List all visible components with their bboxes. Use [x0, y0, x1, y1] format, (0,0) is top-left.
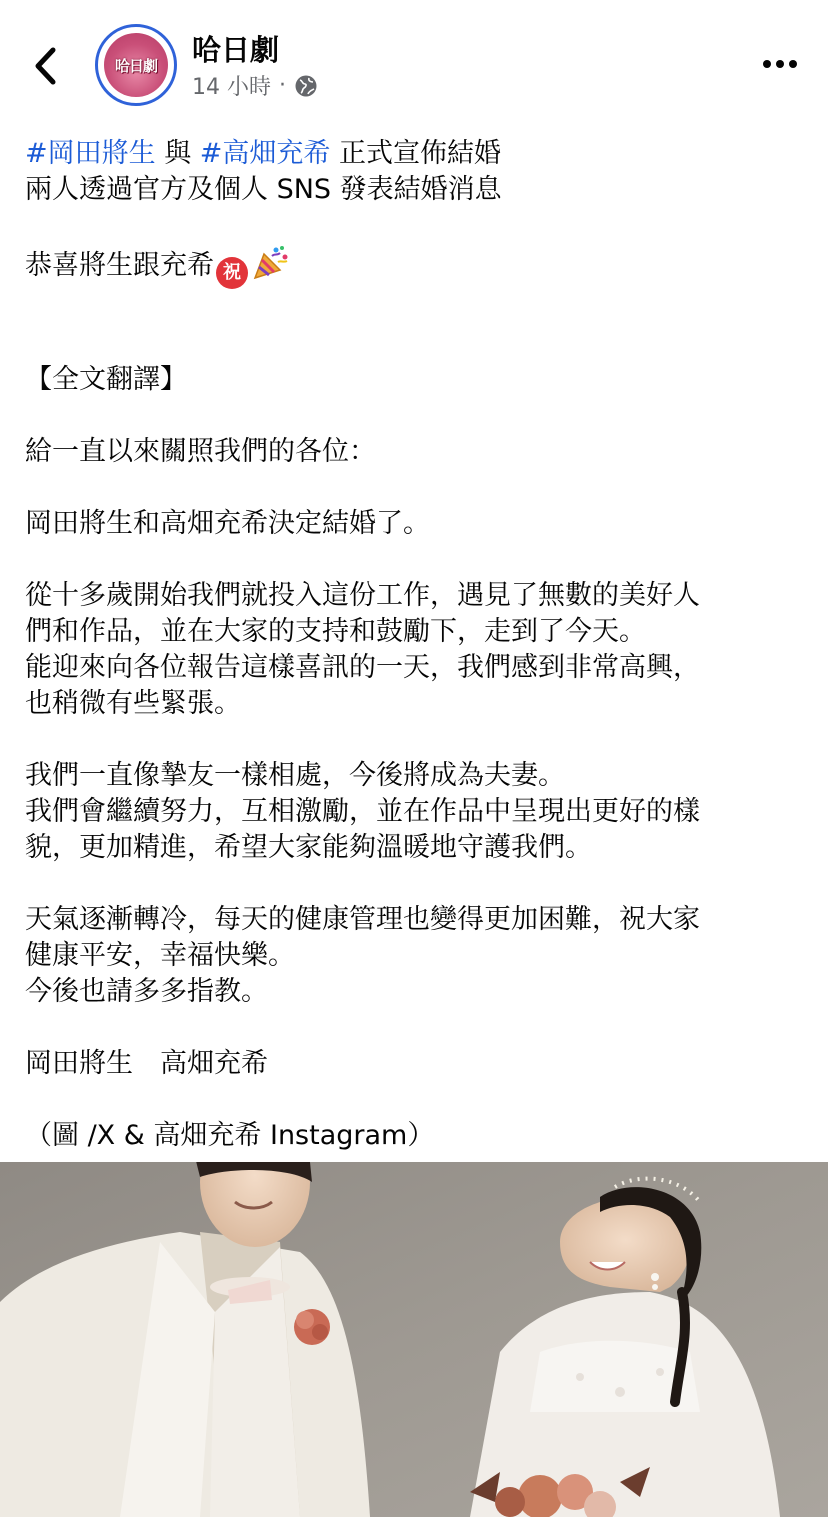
- post-line-announcement: 岡田將生和高畑充希決定結婚了。: [25, 508, 430, 539]
- post-line-signature: 岡田將生 高畑充希: [25, 1048, 268, 1079]
- post-line-15: 健康平安，幸福快樂。: [25, 940, 295, 971]
- post-line-congrats: [25, 244, 805, 290]
- blank-line: [25, 542, 805, 578]
- post-line-credit: （圖 /X & 高畑充希 Instagram）: [25, 1120, 435, 1151]
- chevron-left-icon: [33, 46, 59, 86]
- post-line-12: 我們會繼續努力，互相激勵，並在作品中呈現出更好的樣: [25, 796, 700, 827]
- congrats-text: 恭喜將生跟充希: [25, 250, 214, 281]
- post-photo[interactable]: [0, 1162, 828, 1517]
- blank-line: [25, 208, 805, 244]
- blank-line: [25, 866, 805, 902]
- post-line-8: 們和作品，並在大家的支持和鼓勵下，走到了今天。: [25, 616, 646, 647]
- text-with: 與: [155, 138, 200, 169]
- page-name[interactable]: 哈日劇: [192, 33, 280, 67]
- party-popper-icon: [252, 244, 290, 290]
- post-line-greeting: 給一直以來關照我們的各位：: [25, 436, 376, 467]
- blank-line: [25, 326, 805, 362]
- post-line-7: 從十多歲開始我們就投入這份工作，遇見了無數的美好人: [25, 580, 700, 611]
- post-header: [0, 0, 828, 130]
- text-announce: 正式宣佈結婚: [330, 138, 502, 169]
- post-meta: [192, 70, 318, 101]
- globe-icon: [294, 74, 318, 98]
- blank-line: [25, 398, 805, 434]
- meta-separator: ·: [279, 73, 286, 98]
- blank-line: [25, 290, 805, 326]
- post-line-1: [25, 136, 805, 172]
- post-line-2: 兩人透過官方及個人 SNS 發表結婚消息: [25, 174, 502, 205]
- post-line-10: 也稍微有些緊張。: [25, 688, 241, 719]
- post-line-14: 天氣逐漸轉冷，每天的健康管理也變得更加困難，祝大家: [25, 904, 700, 935]
- post-line-9: 能迎來向各位報告這樣喜訊的一天，我們感到非常高興，: [25, 652, 700, 683]
- avatar-logo: [104, 33, 168, 97]
- more-options-button[interactable]: [756, 44, 804, 84]
- wedding-photo-image: [0, 1162, 828, 1517]
- blank-line: [25, 470, 805, 506]
- post-line-heading: 【全文翻譯】: [25, 364, 187, 395]
- post-time[interactable]: 14 小時: [192, 75, 271, 100]
- blank-line: [25, 1010, 805, 1046]
- back-button[interactable]: [22, 42, 70, 90]
- hashtag-link[interactable]: #岡田將生: [25, 138, 156, 169]
- post-body: [25, 136, 805, 1154]
- hashtag-link[interactable]: #高畑充希: [199, 138, 331, 169]
- avatar-logo-text: 哈日劇: [114, 56, 157, 75]
- page-avatar[interactable]: [95, 24, 177, 106]
- more-horizontal-icon: [762, 59, 798, 69]
- post-line-13: 貌，更加精進，希望大家能夠溫暖地守護我們。: [25, 832, 592, 863]
- post-line-16: 今後也請多多指教。: [25, 976, 268, 1007]
- blank-line: [25, 1082, 805, 1118]
- congratulations-badge-icon: 祝: [216, 257, 248, 289]
- post-line-11: 我們一直像摯友一樣相處，今後將成為夫妻。: [25, 760, 565, 791]
- blank-line: [25, 722, 805, 758]
